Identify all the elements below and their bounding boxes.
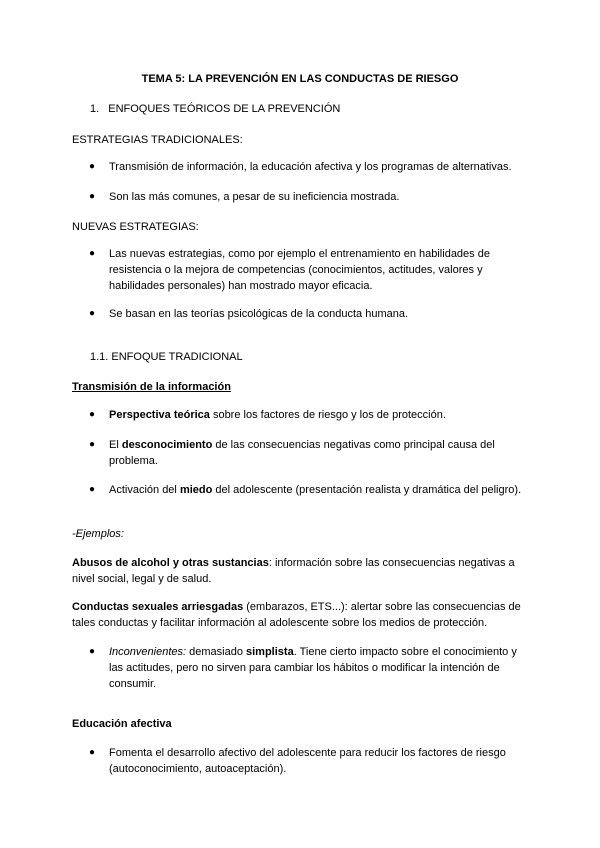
text-line: resistencia o la mejora de competencias (conocimientos, actitudes, valores y [109, 264, 483, 276]
bold-term: Abusos de alcohol y otras sustancias [72, 557, 269, 569]
text-line: Fomenta el desarrollo afectivo del adolescente para reducir los factores de riesgo [109, 747, 506, 759]
bold-term: miedo [179, 484, 213, 496]
bullet-icon: ● [89, 646, 96, 657]
list-item-text [109, 437, 539, 469]
bold-term: simplista [246, 646, 294, 658]
bullet-icon: ● [89, 409, 96, 420]
transmission-heading [72, 379, 231, 395]
bold-term: Perspectiva teórica [109, 409, 210, 421]
section-number: 1. [90, 103, 100, 115]
text-span: demasiado [186, 646, 246, 658]
bullet-icon: ● [89, 161, 96, 172]
section-heading-1-1: 1.1. ENFOQUE TRADICIONAL [90, 351, 243, 363]
list-item-text [109, 482, 539, 498]
text-span: : información sobre las consecuencias negativas a [268, 557, 515, 569]
text-line: tales conductas y facilitar información al adolescente sobre los medios de protección. [72, 617, 488, 629]
transmission-heading-text: Transmisión de la información [72, 381, 231, 393]
bullet-icon: ● [89, 439, 96, 450]
text-span: de las consecuencias negativas como principal causa del [212, 439, 495, 451]
new-strategies-heading: NUEVAS ESTRATEGIAS: [72, 221, 199, 233]
text-span: El [109, 439, 122, 451]
bullet-icon: ● [89, 747, 96, 758]
text-line: Las nuevas estrategias, como por ejemplo el entrenamiento en habilidades de [109, 248, 490, 260]
examples-label [72, 526, 124, 542]
bullet-icon: ● [89, 484, 96, 495]
text-span: sobre los factores de riesgo y los de protección. [209, 409, 446, 421]
list-item-text [109, 246, 539, 294]
text-line: consumir. [109, 678, 157, 690]
document-title: TEMA 5: LA PREVENCIÓN EN LAS CONDUCTAS DE RIESGO [141, 73, 459, 85]
text-span: Activación del [109, 484, 180, 496]
affective-education-heading [72, 716, 172, 732]
list-item-text [109, 644, 539, 692]
text-line: (autoconocimiento, autoaceptación). [109, 763, 287, 775]
bold-term: Conductas sexuales arriesgadas [72, 601, 244, 613]
bullet-icon: ● [89, 308, 96, 319]
bold-term: desconocimiento [121, 439, 213, 451]
list-item-text: Son las más comunes, a pesar de su ineficiencia mostrada. [109, 191, 400, 203]
examples-text: -Ejemplos: [72, 528, 124, 540]
heading-text: Educación afectiva [72, 718, 172, 730]
text-line: nivel social, legal y de salud. [72, 573, 212, 585]
list-item-text: Se basan en las teorías psicológicas de la conducta humana. [109, 308, 409, 320]
bullet-icon: ● [89, 191, 96, 202]
list-item-text [109, 407, 539, 423]
text-span: . Tiene cierto impacto sobre el conocimiento y [293, 646, 517, 658]
text-line: las actitudes, pero no sirven para cambiar los hábitos o modificar la intención de [109, 662, 500, 674]
section-heading-1 [90, 101, 340, 117]
text-span: del adolescente (presentación realista y dramática del peligro). [212, 484, 522, 496]
text-span: (embarazos, ETS...): alertar sobre las consecuencias de [243, 601, 521, 613]
text-line: problema. [109, 455, 158, 467]
traditional-strategies-heading: ESTRATEGIAS TRADICIONALES: [72, 134, 243, 146]
section-label: ENFOQUES TEÓRICOS DE LA PREVENCIÓN [108, 103, 341, 115]
text-line: habilidades personales) han mostrado mayor eficacia. [109, 280, 373, 292]
paragraph-abuse [72, 555, 532, 587]
italic-term: Inconvenientes: [109, 646, 187, 658]
paragraph-sexual-conduct [72, 599, 532, 631]
bullet-icon: ● [89, 248, 96, 259]
list-item-text: Transmisión de información, la educación afectiva y los programas de alternativas. [109, 161, 512, 173]
list-item-text [109, 745, 539, 777]
